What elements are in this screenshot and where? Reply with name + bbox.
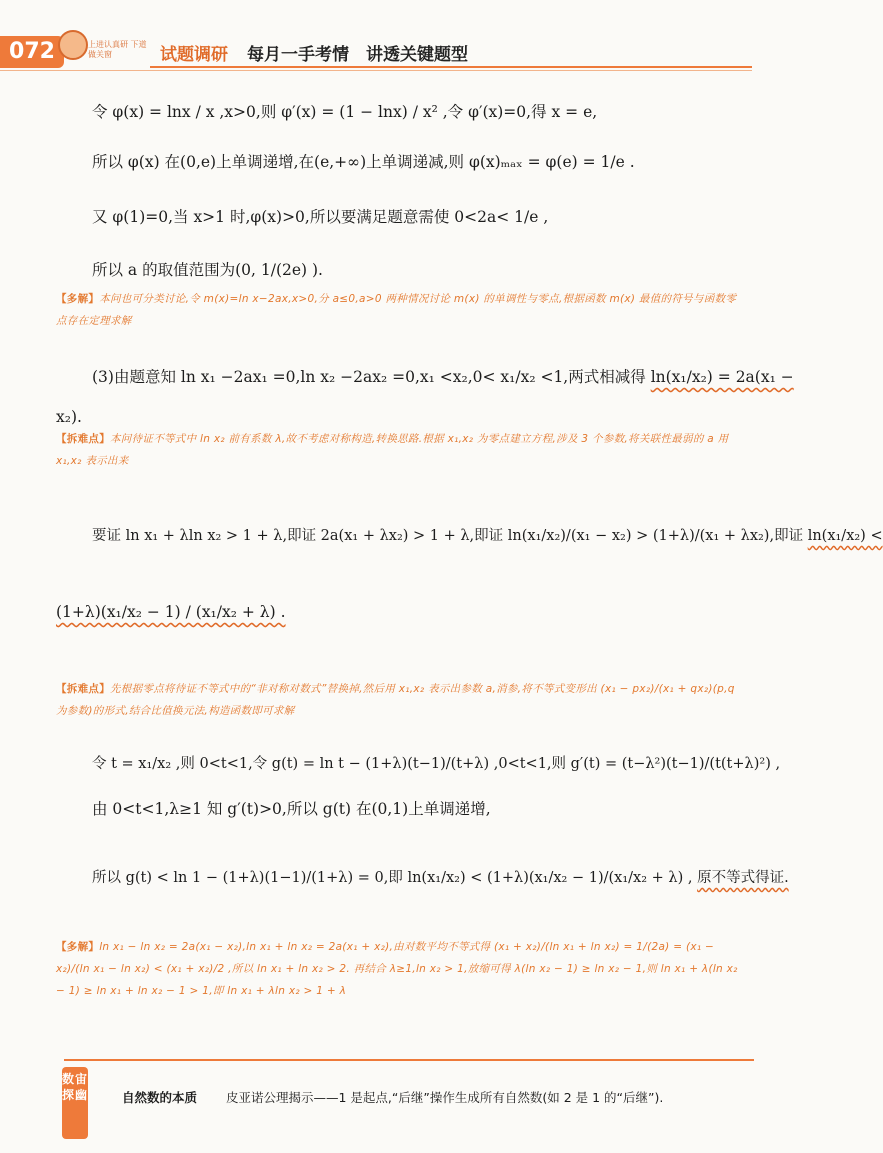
header-slogan: 每月一手考情 讲透关键题型 xyxy=(247,45,468,65)
note-tag: 【拆难点】 xyxy=(56,433,110,445)
header-rule xyxy=(150,66,752,68)
footer-title: 自然数的本质 xyxy=(122,1090,198,1105)
solution-line-1: 令 φ(x) = lnx / x ,x>0,则 φ′(x) = (1 − lnx) / x² ,令 φ′(x)=0,得 x = e, xyxy=(92,103,598,121)
note-block-1 xyxy=(56,288,746,332)
note-text: 本问也可分类讨论,令 m(x)=ln x−2ax,x>0,分 a≤0,a>0 两种情况讨论 m(x) 的单调性与零点,根据函数 m(x) 最值的符号与函数零点存在定理求解 xyxy=(56,293,737,327)
note-text: ln x₁ − ln x₂ = 2a(x₁ − x₂),ln x₁ + ln x₂ = 2a(x₁ + x₂),由对数平均不等式得 (x₁ + x₂)/(ln x₁ + ln x₂) = 1/(2a) = (x₁ − x₂)/(ln x₁ − ln x₂) < (x₁ + x₂)/2 ,所以 ln x₁ + ln x₂ > 2. 再结合 λ≥1,ln x₂ > 1,放缩可得 λ(ln x₂ − 1) ≥ ln x₂ − 1,则 ln x₁ + λ(ln x₂ − 1) ≥ ln x₁ + ln x₂ − 1 > 1,即 ln x₁ + λln x₂ > 1 + λ xyxy=(56,941,738,997)
footer-rule xyxy=(64,1059,754,1061)
solution-line-5 xyxy=(92,365,794,389)
note-tag: 【多解】 xyxy=(56,941,100,953)
mascot-caption: 上进认真研 下道做关窗 xyxy=(88,40,147,59)
solution-line-11 xyxy=(92,866,789,890)
note-block-2 xyxy=(56,428,746,472)
solution-line-7 xyxy=(92,524,883,548)
note-tag: 【拆难点】 xyxy=(56,683,110,695)
line-7-text-a: 要证 ln x₁ + λln x₂ > 1 + λ,即证 2a(x₁ + λx₂) > 1 + λ,即证 xyxy=(92,528,504,544)
footer-text: 皮亚诺公理揭示——1 是起点,“后继”操作生成所有自然数(如 2 是 1 的“后继”). xyxy=(226,1090,664,1105)
line-8-highlight: (1+λ)(x₁/x₂ − 1) / (x₁/x₂ + λ) . xyxy=(56,603,286,621)
line-5-text: (3)由题意知 ln x₁ −2ax₁ =0,ln x₂ −2ax₂ =0,x₁ <x₂,0< x₁/x₂ <1,两式相减得 xyxy=(92,368,646,386)
solution-line-3: 又 φ(1)=0,当 x>1 时,φ(x)>0,所以要满足题意需使 0<2a< 1/e , xyxy=(92,208,549,226)
mascot-icon xyxy=(58,30,88,60)
line-11-text: 所以 g(t) < ln 1 − (1+λ)(1−1)/(1+λ) = 0,即 ln(x₁/x₂) < (1+λ)(x₁/x₂ − 1)/(x₁/x₂ + λ) , xyxy=(92,870,693,886)
header-rule-thin xyxy=(0,70,752,71)
solution-line-8 xyxy=(56,600,286,624)
solution-line-2: 所以 φ(x) 在(0,e)上单调递增,在(e,+∞)上单调递减,则 φ(x)ₘₐₓ = φ(e) = 1/e . xyxy=(92,153,635,171)
footer-side-tab: 数宙探幽 xyxy=(62,1067,88,1139)
solution-line-6: x₂). xyxy=(56,408,82,426)
line-11-highlight: 原不等式得证. xyxy=(697,870,789,886)
note-block-3 xyxy=(56,678,746,722)
section-title: 试题调研 xyxy=(160,45,228,65)
note-text: 先根据零点将待证不等式中的“非对称对数式”替换掉,然后用 x₁,x₂ 表示出参数 a,消参,将不等式变形出 (x₁ − px₂)/(x₁ + qx₂)(p,q 为参数)的形式,结合比值换元法,构造函数即可求解 xyxy=(56,683,735,717)
line-7-highlight: ln(x₁/x₂) < xyxy=(807,528,883,544)
note-text: 本问待证不等式中 ln x₂ 前有系数 λ,故不考虑对称构造,转换思路.根据 x₁,x₂ 为零点建立方程,涉及 3 个参数,将关联性最弱的 a 用 x₁,x₂ 表示出来 xyxy=(56,433,729,467)
page-number: 072 xyxy=(0,36,64,68)
solution-line-10: 由 0<t<1,λ≥1 知 g′(t)>0,所以 g(t) 在(0,1)上单调递增, xyxy=(92,800,491,818)
line-7-text-b: ln(x₁/x₂)/(x₁ − x₂) > (1+λ)/(x₁ + λx₂),即证 xyxy=(507,528,804,544)
note-block-4 xyxy=(56,936,746,1002)
solution-line-9: 令 t = x₁/x₂ ,则 0<t<1,令 g(t) = ln t − (1+λ)(t−1)/(t+λ) ,0<t<1,则 g′(t) = (t−λ²)(t−1)/(t(t+λ)²) , xyxy=(92,756,781,772)
note-tag: 【多解】 xyxy=(56,293,100,305)
solution-line-4: 所以 a 的取值范围为(0, 1/(2e) ). xyxy=(92,261,323,279)
line-5-highlight: ln(x₁/x₂) = 2a(x₁ − xyxy=(650,368,794,386)
